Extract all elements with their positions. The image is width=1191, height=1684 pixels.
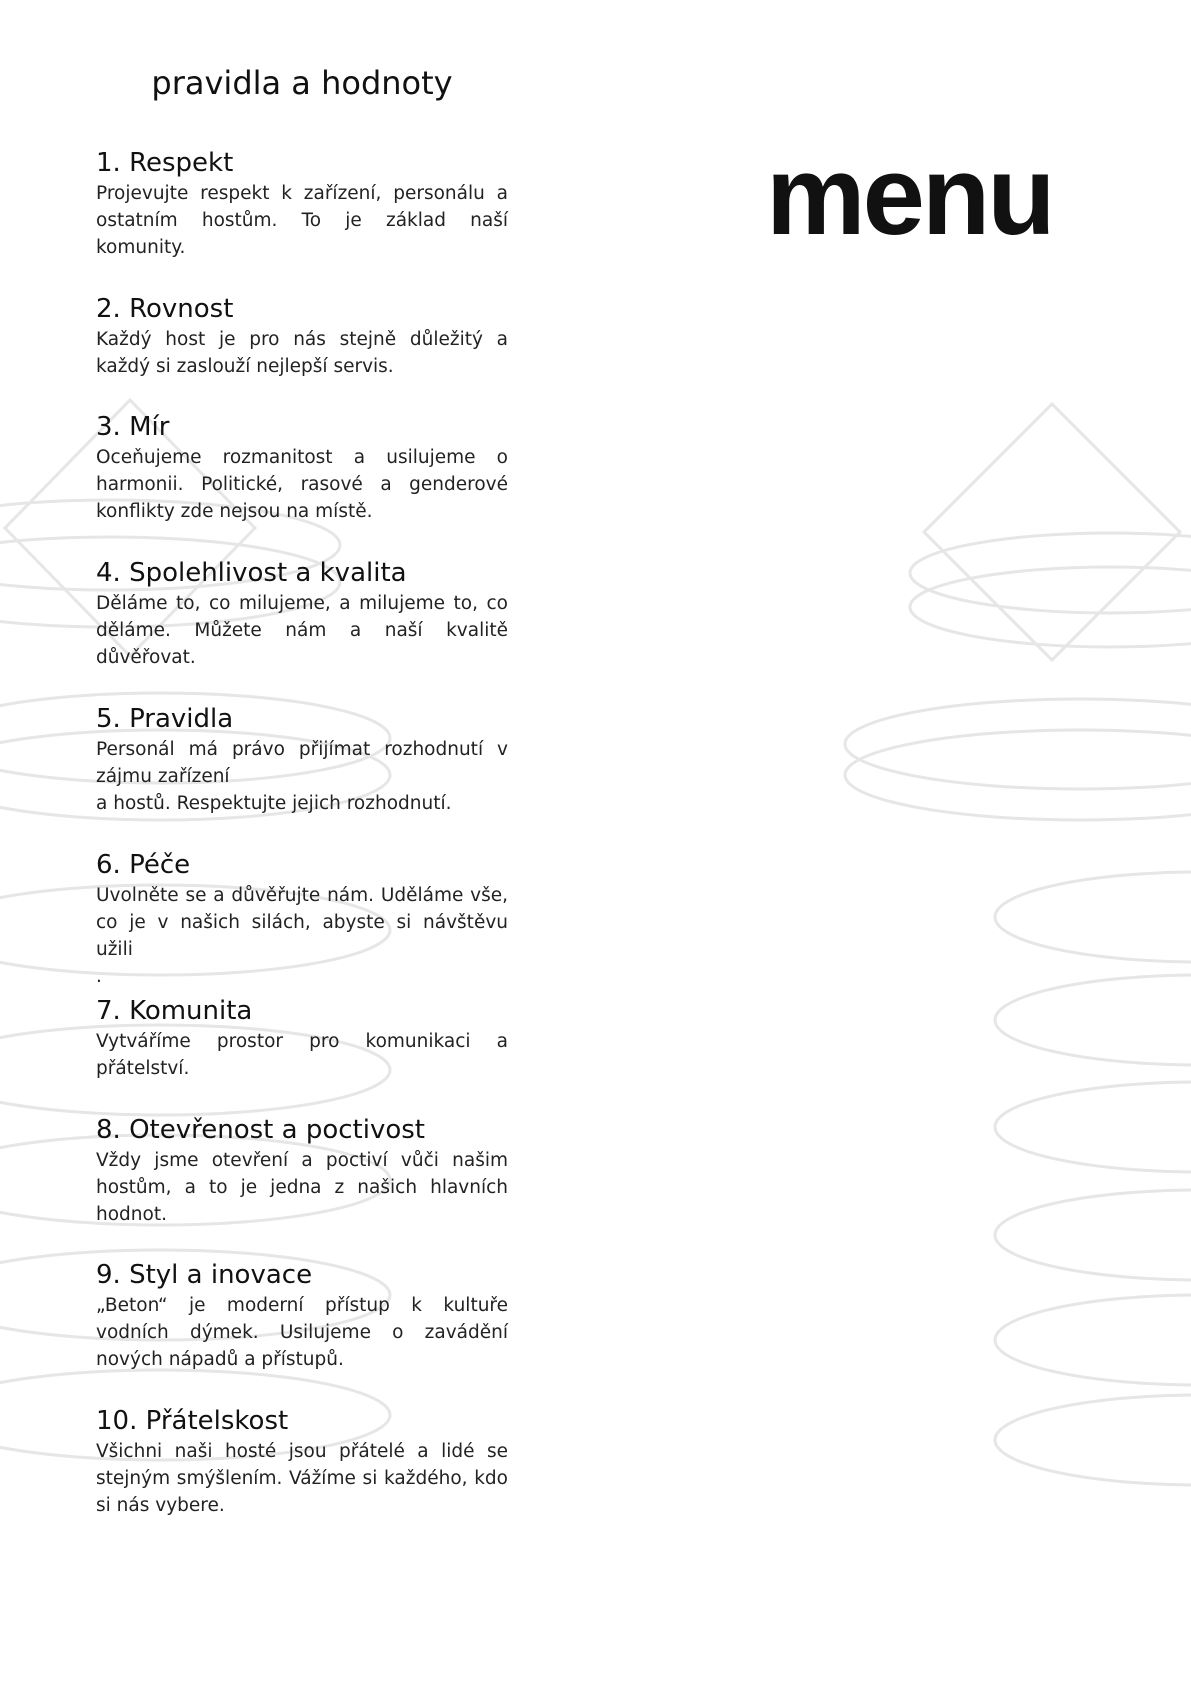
rule-text: Každý host je pro nás stejně důležitý a každý si zaslouží nejlepší servis.: [96, 329, 508, 377]
rule-title: 5. Pravidla: [96, 704, 234, 734]
rule-title: 6. Péče: [96, 850, 191, 880]
decor-ellipse: [845, 730, 1191, 820]
rule-title: 3. Mír: [96, 412, 170, 442]
rule-title: 4. Spolehlivost a kvalita: [96, 558, 407, 588]
rule-text: Oceňujeme rozmanitost a usilujeme o harmonii. Politické, rasové a genderové konflikty zde nejsou na místě.: [96, 447, 508, 522]
rule-item: [96, 1260, 508, 1373]
rule-title: 8. Otevřenost a poctivost: [96, 1115, 425, 1145]
rule-title: 1. Respekt: [96, 148, 234, 178]
rule-item: [96, 704, 508, 817]
rule-text: Projevujte respekt k zařízení, personálu a ostatním hostům. To je základ naší komunity.: [96, 183, 508, 258]
rule-item: [96, 850, 508, 990]
menu-heading: menu: [766, 133, 1053, 258]
rule-title: 10. Přátelskost: [96, 1406, 289, 1436]
page-title: pravidla a hodnoty: [151, 64, 453, 102]
decor-ellipse: [995, 872, 1191, 962]
rule-text: Vždy jsme otevření a poctiví vůči našim hostům, a to je jedna z našich hlavních hodnot.: [96, 1150, 508, 1225]
rule-text: „Beton“ je moderní přístup k kultuře vodních dýmek. Usilujeme o zavádění nových nápadů a přístupů.: [96, 1295, 508, 1370]
rule-item: [96, 412, 508, 525]
rule-title: 2. Rovnost: [96, 294, 234, 324]
rule-item: [96, 996, 508, 1082]
decor-ellipse: [910, 533, 1191, 613]
decor-ellipse: [995, 1190, 1191, 1280]
rule-item: [96, 294, 508, 380]
rule-item: [96, 1406, 508, 1519]
decor-ellipse: [995, 1295, 1191, 1385]
rule-text: Vytváříme prostor pro komunikaci a přátelství.: [96, 1031, 508, 1079]
rule-text: Děláme to, co milujeme, a milujeme to, co děláme. Můžete nám a naší kvalitě důvěřovat.: [96, 593, 508, 668]
rule-title: 7. Komunita: [96, 996, 253, 1026]
decor-ellipse: [995, 1395, 1191, 1485]
rule-item: [96, 1115, 508, 1228]
decor-ellipse: [910, 567, 1191, 647]
rule-item: [96, 148, 508, 261]
rule-text: Uvolněte se a důvěřujte nám. Uděláme vše, co je v našich silách, abyste si návštěvu užili .: [96, 885, 508, 987]
rule-text: Všichni naši hosté jsou přátelé a lidé se stejným smýšlením. Vážíme si každého, kdo si nás vybere.: [96, 1441, 508, 1516]
rule-item: [96, 558, 508, 671]
decor-ellipse: [995, 1082, 1191, 1172]
rule-title: 9. Styl a inovace: [96, 1260, 313, 1290]
rule-text: Personál má právo přijímat rozhodnutí v zájmu zařízení a hostů. Respektujte jejich rozhodnutí.: [96, 739, 508, 814]
decor-ellipse: [995, 975, 1191, 1065]
decor-ellipse: [845, 699, 1191, 789]
